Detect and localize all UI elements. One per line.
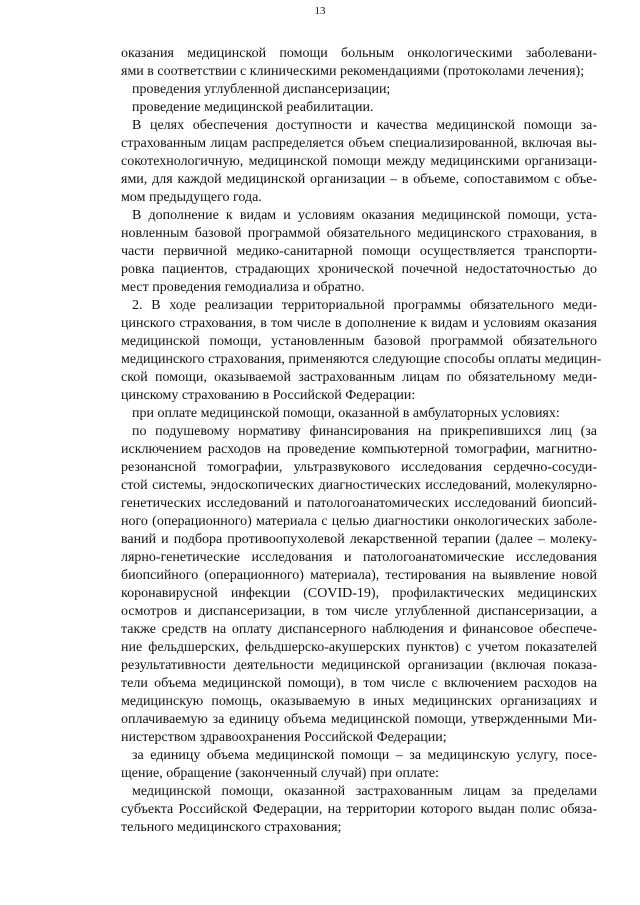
text-line: ного (операционного) материала с целью диагностики онкологических заболе- bbox=[121, 514, 597, 529]
text-line: исключением расходов на проведение компьютерной томографии, магнитно- bbox=[121, 442, 597, 457]
text-line: новленным базовой программой обязательного медицинского страхования, в bbox=[121, 226, 597, 241]
text-line: В дополнение к видам и условиям оказания медицинской помощи, уста- bbox=[132, 208, 597, 223]
text-line: щение, обращение (законченный случай) при оплате: bbox=[121, 766, 439, 781]
text-line: проведения углубленной диспансеризации; bbox=[132, 82, 391, 97]
text-line: при оплате медицинской помощи, оказанной в амбулаторных условиях: bbox=[132, 406, 560, 421]
text-line: осмотров и диспансеризации, в том числе углубленной диспансеризации, а bbox=[121, 604, 597, 619]
text-line: ние фельдшерских, фельдшерско-акушерских пунктов) с учетом показателей bbox=[121, 640, 597, 655]
text-line: В целях обеспечения доступности и качества медицинской помощи за- bbox=[132, 118, 597, 133]
text-line: также средств на оплату диспансерного наблюдения и финансовое обеспече- bbox=[121, 622, 597, 637]
text-line: мест проведения гемодиализа и обратно. bbox=[121, 280, 365, 295]
text-line: 2. В ходе реализации территориальной программы обязательного меди- bbox=[132, 298, 597, 313]
text-line: ровка пациентов, страдающих хронической почечной недостаточностью до bbox=[121, 262, 597, 277]
text-line: оплачиваемую за единицу объема медицинской помощи, утвержденными Ми- bbox=[121, 712, 597, 727]
text-line: результативности деятельности медицинской организации (включая показа- bbox=[121, 658, 597, 673]
text-line: медицинской помощи, установленным базовой программой обязательного bbox=[121, 334, 597, 349]
text-line: нистерством здравоохранения Российской Федерации; bbox=[121, 730, 447, 745]
text-line: стой системы, эндоскопических диагностических исследований, молекулярно- bbox=[121, 478, 597, 493]
text-line: медицинского страхования, применяются следующие способы оплаты медицин- bbox=[121, 352, 602, 367]
text-line: ваний и подбора противоопухолевой лекарственной терапии (далее – молеку- bbox=[121, 532, 597, 547]
text-line: коронавирусной инфекции (COVID-19), профилактических медицинских bbox=[121, 586, 597, 601]
text-line: ской помощи, оказываемой застрахованным лицам по обязательному меди- bbox=[121, 370, 597, 385]
text-line: оказания медицинской помощи больным онкологическими заболевани- bbox=[121, 46, 597, 61]
text-line: медицинской помощи, оказанной застрахованным лицам за пределами bbox=[132, 784, 597, 799]
text-line: субъекта Российской Федерации, на территории которого выдан полис обяза- bbox=[121, 802, 597, 817]
text-line: ями в соответствии с клиническими рекомендациями (протоколами лечения); bbox=[121, 64, 585, 79]
text-line: мом предыдущего года. bbox=[121, 190, 262, 205]
text-line: проведение медицинской реабилитации. bbox=[132, 100, 374, 115]
text-line: цинского страхования, в том числе в дополнение к видам и условиям оказания bbox=[121, 316, 597, 331]
text-line: генетических исследований и патологоанатомических исследований биопсий- bbox=[121, 496, 597, 511]
text-line: резонансной томографии, ультразвукового исследования сердечно-сосуди- bbox=[121, 460, 597, 475]
text-line: ями, для каждой медицинской организации – в объеме, сопоставимом с объе- bbox=[121, 172, 597, 187]
text-line: цинскому страхованию в Российской Федерации: bbox=[121, 388, 416, 403]
text-line: биопсийного (операционного) материала), тестирования на выявление новой bbox=[121, 568, 597, 583]
text-line: лярно-генетические исследования и патологоанатомические исследования bbox=[121, 550, 597, 565]
text-line: страхованным лицам распределяется объем специализированной, включая вы- bbox=[121, 136, 597, 151]
page-number: 13 bbox=[314, 5, 326, 17]
text-line: за единицу объема медицинской помощи – за медицинскую услугу, посе- bbox=[132, 748, 597, 763]
text-line: сокотехнологичную, медицинской помощи между медицинскими организаци- bbox=[121, 154, 597, 169]
text-line: по подушевому нормативу финансирования на прикрепившихся лиц (за bbox=[132, 424, 597, 439]
text-line: части первичной медико-санитарной помощи осуществляется транспорти- bbox=[121, 244, 597, 259]
text-line: медицинскую помощь, оказываемую в иных медицинских организациях и bbox=[121, 694, 597, 709]
text-line: тельного медицинского страхования; bbox=[121, 820, 342, 835]
text-line: тели объема медицинской помощи), в том числе с включением расходов на bbox=[121, 676, 597, 691]
